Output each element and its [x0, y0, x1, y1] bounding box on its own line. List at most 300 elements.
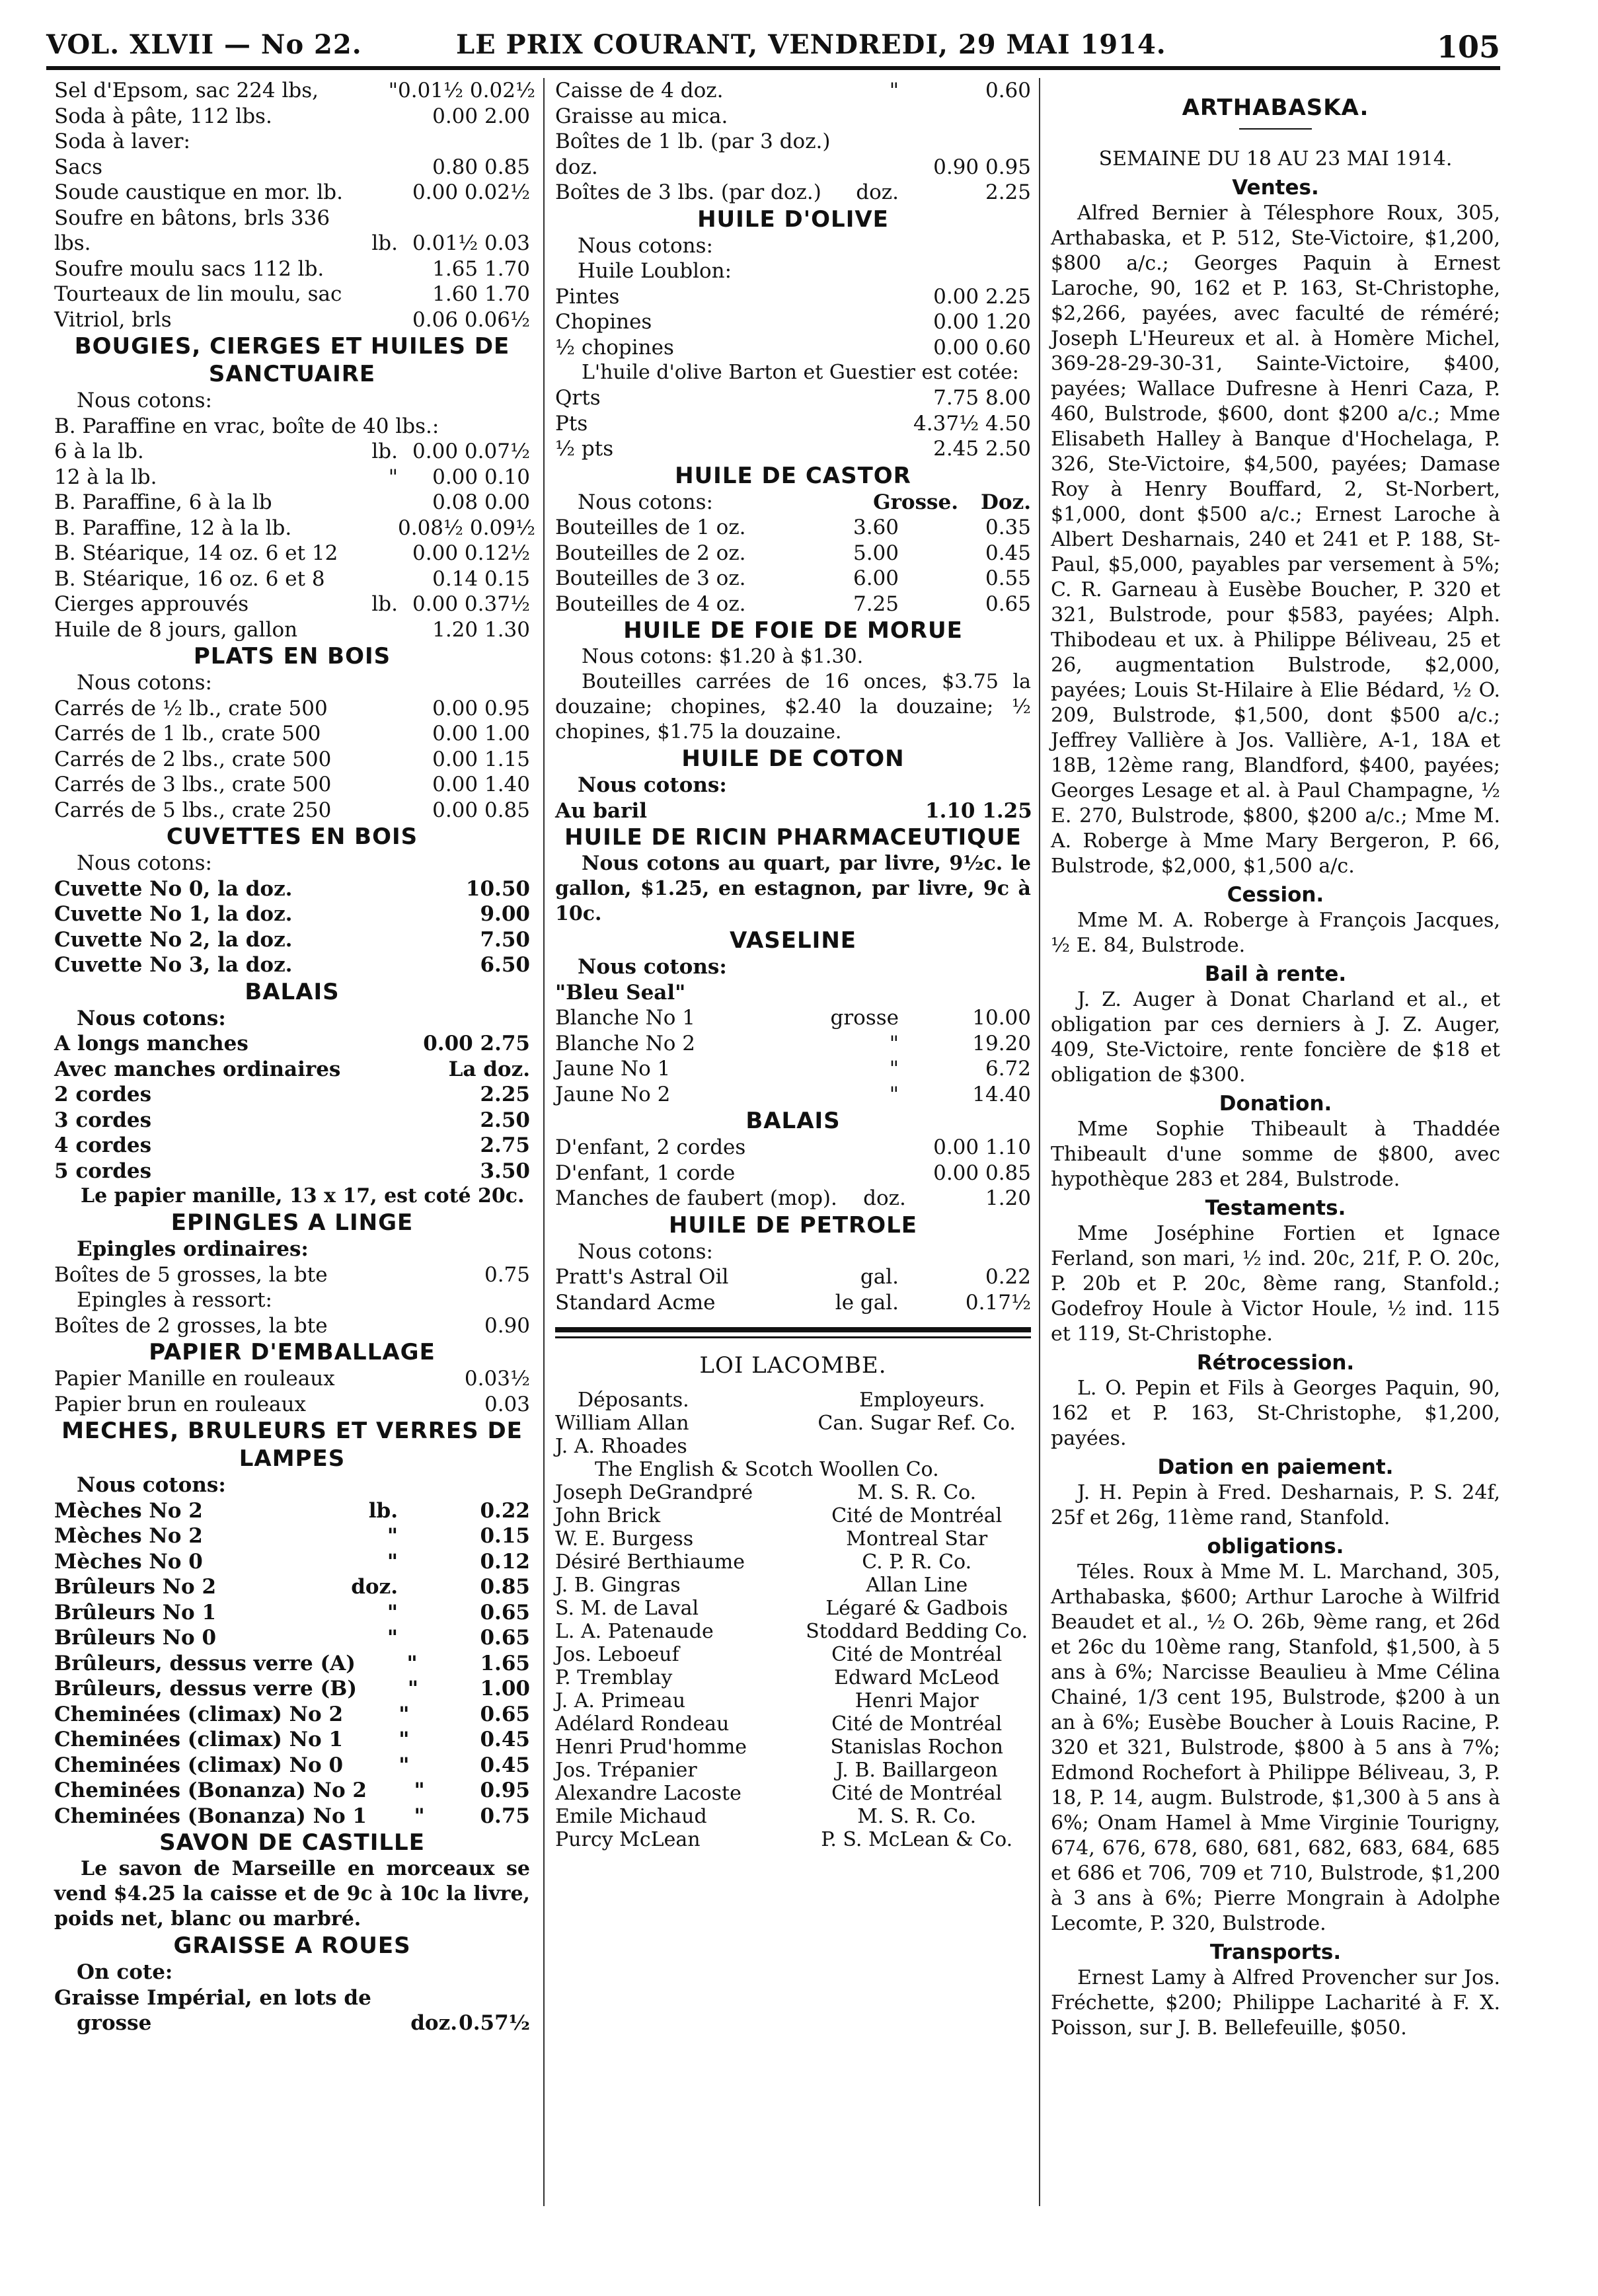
- item-label: Cheminées (climax) No 0: [54, 1753, 344, 1777]
- price-line: [54, 1082, 530, 1108]
- paragraph: Ernest Lamy à Alfred Provencher sur Jos. Fréchette, $200; Philippe Lacharité à F. X. Poisson, sur J. B. Bellefeuille, $050.: [1051, 1966, 1500, 2040]
- item-price: 0.00 1.40: [432, 773, 530, 796]
- table-header: Nous cotons: Grosse. Doz.: [578, 490, 1031, 514]
- item-unit: ": [889, 1031, 899, 1055]
- section-heading: HUILE D'OLIVE: [697, 206, 889, 233]
- item-price: 0.90 0.95: [933, 155, 1031, 179]
- price-line: [54, 798, 530, 823]
- item-label: Cheminées (climax) No 2: [54, 1702, 344, 1726]
- price-line: [54, 952, 530, 978]
- item-label: ½ chopines: [555, 335, 674, 360]
- price-line: [54, 231, 530, 256]
- price-line: [555, 385, 1031, 411]
- item-price: 0.00 0.10: [432, 465, 530, 489]
- item-price: 0.08½ 0.09½: [398, 516, 535, 540]
- paragraph: L'huile d'olive Barton et Guestier est cotée:: [582, 361, 1019, 384]
- paragraph: J. H. Pepin à Fred. Desharnais, P. S. 24f, 25f et 26g, 11ème rand, Stanfold.: [1051, 1481, 1500, 1529]
- depositor-name: Purcy McLean: [555, 1828, 701, 1851]
- volume-label: VOL. XLVII — No 22.: [46, 29, 362, 60]
- price-line: [555, 1290, 1031, 1316]
- item-unit: doz.: [856, 180, 899, 204]
- item-unit: lb.: [371, 592, 398, 616]
- intro-line: Nous cotons:: [77, 851, 212, 875]
- subsection-heading: Donation.: [1219, 1092, 1332, 1116]
- section-heading: BOUGIES, CIERGES ET HUILES DE SANCTUAIRE: [74, 333, 510, 387]
- item-label: B. Paraffine, 12 à la lb.: [54, 516, 292, 540]
- employer-name: Allan Line: [866, 1574, 968, 1597]
- item-unit: lb.: [371, 440, 398, 463]
- subsection-heading: Testaments.: [1205, 1196, 1346, 1220]
- subsection-heading: Rétrocession.: [1196, 1351, 1355, 1375]
- table-row: [555, 1574, 1031, 1597]
- section-heading: HUILE DE PETROLE: [668, 1211, 918, 1239]
- intro-line: Nous cotons:: [578, 773, 727, 797]
- item-unit: ": [387, 1549, 398, 1574]
- item-price: 0.75: [480, 1804, 530, 1828]
- price-line: [54, 414, 530, 440]
- publication-title: LE PRIX COURANT, VENDREDI, 29 MAI 1914.: [456, 29, 1166, 60]
- table-row: [555, 1782, 1031, 1805]
- table-row: [555, 1759, 1031, 1782]
- item-label: Cuvette No 3, la doz.: [54, 953, 293, 977]
- table-row: [555, 1458, 1031, 1481]
- price-line: [54, 592, 530, 617]
- item-price: 0.22: [480, 1498, 530, 1523]
- item-label: Soude caustique en mor. lb.: [54, 180, 343, 204]
- item-price: 1.65 1.70: [432, 256, 530, 281]
- item-unit: ": [407, 1677, 418, 1701]
- item-price: La doz.: [448, 1057, 530, 1081]
- item-price: 1.20 1.30: [432, 617, 530, 642]
- item-price: 0.00 2.75: [423, 1032, 530, 1055]
- price-line: [555, 335, 1031, 361]
- price-line: Graisse Impérial, en lots de: [54, 1985, 371, 2010]
- employer-name: Légaré & Gadbois: [825, 1597, 1008, 1620]
- item-price: 0.00 0.85: [933, 1161, 1031, 1185]
- item-price: 0.00 1.00: [432, 722, 530, 746]
- item-label: Bouteilles de 2 oz.: [555, 541, 746, 565]
- paragraph: Alfred Bernier à Télesphore Roux, 305, Arthabaska, et P. 512, Ste-Victoire, $1,200, $800 a/c.; Georges Paquin à Ernest Laroche, 90, 162 et P. 163, St-Christophe, $2,266, payées, avec faculté de réméré; Joseph L'Heureux et al. à Homère Michel, 369-28-29-30-31, Sainte-Victoire, $400, payées; Wallace Dufresne à Henri Caza, P. 460, Bulstrode, $600, dont $200 a/c.; Mme Elisabeth Halley à Banque d'Hochelaga, P. 326, Ste-Victoire, $4,500, payées; Damase Roy à Henry Bouffard, 2, St-Norbert, $1,000, dont $500 a/c.; Ernest Laroche à Albert Desharnais, 240 et 241 et P. 188, St-Paul, $5,000, payables par versement à 5%; C. R. Garneau à Eusèbe Boucher, P. 320 et 321, Bulstrode, pour $583, payées; Alph. Thibodeau et ux. à Philippe Béliveau, 25 et 26, augmentation Bulstrode, $2,000, payées; Louis St-Hilaire à Elie Bédard, ½ O. 209, Bulstrode, $1,500, dont $500 a/c.; Jeffrey Vallière à Jos. Vallière, A-1, 18A et 18B, 12ème rang, Blandford, $400, payées; Georges Lesage et al. à Paul Champagne, ½ E. 270, Bulstrode, $800, $200 a/c.; Mme M. A. Roberge à Mme Mary Bergeron, P. 66, Bulstrode, $2,000, $1,500 a/c.: [1051, 202, 1500, 878]
- price-line: [555, 309, 1031, 335]
- price-line: [54, 1651, 530, 1677]
- item-unit: ": [387, 1626, 398, 1650]
- price-list: [555, 385, 1031, 462]
- item-price: 0.06 0.06½: [412, 307, 530, 332]
- item-unit: ": [406, 1651, 418, 1675]
- page-number: 105: [1436, 29, 1500, 65]
- item-label: Pintes: [555, 284, 620, 309]
- item-price: 0.03: [484, 1392, 530, 1416]
- item-price: 0.15: [480, 1524, 530, 1548]
- item-price: 0.65: [985, 592, 1031, 616]
- price-line: Boîtes de 2 grosses, la bte 0.90: [54, 1313, 530, 1338]
- intro-line: Nous cotons:: [578, 233, 713, 258]
- price-line: [54, 490, 530, 516]
- item-label: doz.: [555, 155, 598, 179]
- item-unit: ": [388, 465, 398, 489]
- depositor-name: L. A. Patenaude: [555, 1620, 714, 1643]
- table-row: [555, 1828, 1031, 1851]
- table-header: Déposants. Employeurs.: [578, 1389, 985, 1412]
- price-line: [54, 1031, 530, 1057]
- table-row: [555, 1550, 1031, 1574]
- depositor-name: P. Tremblay: [555, 1666, 673, 1689]
- item-price: 0.80 0.85: [432, 155, 530, 179]
- depositor-name: J. A. Rhoades: [555, 1435, 687, 1458]
- price-line: [54, 1804, 530, 1829]
- item-label: Bouteilles de 1 oz.: [555, 516, 746, 539]
- price-line: [54, 1549, 530, 1575]
- item-label: Qrts: [555, 386, 601, 410]
- employer-name: M. S. R. Co.: [857, 1481, 977, 1504]
- item-label: Papier Manille en rouleaux: [54, 1367, 335, 1391]
- price-line: [54, 1753, 530, 1779]
- employer-name: Edward McLeod: [834, 1666, 1000, 1689]
- item-price: 4.37½ 4.50: [913, 411, 1031, 436]
- price-line: [555, 78, 1031, 104]
- item-label: Papier brun en rouleaux: [54, 1392, 306, 1416]
- paragraph: Nous cotons: $1.20 à $1.30.: [582, 645, 864, 668]
- item-unit: 7.25: [853, 592, 899, 616]
- item-unit: ": [399, 1702, 410, 1726]
- employer-name: Cité de Montréal: [831, 1504, 1003, 1527]
- table-row: [555, 1597, 1031, 1620]
- paragraph: Le savon de Marseille en morceaux se vend $4.25 la caisse et de 9c à 10c la livre, poids net, blanc ou marbré.: [54, 1857, 530, 1931]
- item-label: Mèches No 2: [54, 1498, 203, 1523]
- loi-table: [555, 1412, 1031, 1851]
- paragraph: Nous cotons au quart, par livre, 9½c. le gallon, $1.25, en estagnon, par livre, 9c à 10c.: [555, 852, 1031, 925]
- subsection-heading: Transports.: [1209, 1940, 1342, 1964]
- item-label: Boîtes de 3 lbs. (par doz.): [555, 180, 821, 204]
- item-label: Cuvette No 2, la doz.: [54, 927, 293, 952]
- price-line: [54, 721, 530, 747]
- price-line: [54, 78, 535, 104]
- item-price: 0.00 0.02½: [412, 180, 530, 204]
- item-unit: ": [387, 1600, 398, 1625]
- item-label: Cierges approuvés: [54, 592, 249, 616]
- heading-rule: [1239, 128, 1312, 130]
- item-unit: 3.60: [853, 516, 899, 539]
- price-list: [54, 1031, 530, 1184]
- price-list: [54, 876, 530, 978]
- item-price: 0.00 0.95: [432, 696, 530, 720]
- depositor-name: William Allan: [555, 1412, 689, 1435]
- item-label: Pts: [555, 411, 588, 436]
- depositor-name: Joseph DeGrandpré: [555, 1481, 753, 1504]
- price-line: [54, 927, 530, 953]
- item-label: D'enfant, 1 corde: [555, 1161, 736, 1185]
- price-line: [555, 155, 1031, 180]
- employer-name: Cité de Montréal: [831, 1712, 1003, 1736]
- column-divider: [1039, 78, 1040, 2206]
- section-heading: ARTHABASKA.: [1182, 95, 1369, 121]
- price-line: [555, 129, 1031, 155]
- item-label: Huile de 8 jours, gallon: [54, 617, 298, 642]
- price-list: [54, 1366, 530, 1417]
- price-line: [54, 1600, 530, 1626]
- depositor-name: The English & Scotch Woollen Co.: [595, 1458, 939, 1481]
- item-price: 0.01½ 0.03: [412, 231, 530, 255]
- price-line: [54, 1676, 530, 1702]
- item-price: 6.50: [480, 953, 530, 977]
- item-label: B. Paraffine, 6 à la lb: [54, 490, 272, 514]
- price-list: [54, 696, 530, 823]
- item-unit: ": [414, 1779, 425, 1802]
- item-label: Vitriol, brls: [54, 307, 172, 332]
- item-label: Brûleurs, dessus verre (B): [54, 1677, 358, 1701]
- item-label: B. Paraffine en vrac, boîte de 40 lbs.:: [54, 414, 439, 438]
- item-price: 1.20: [985, 1186, 1031, 1210]
- depositor-name: Jos. Leboeuf: [555, 1643, 679, 1666]
- section-heading: PAPIER D'EMBALLAGE: [149, 1339, 436, 1365]
- item-unit: doz.: [863, 1186, 906, 1210]
- item-price: 0.65: [480, 1702, 530, 1726]
- section-heading: MECHES, BRULEURS ET VERRES DE LAMPES: [61, 1418, 523, 1472]
- price-list: [555, 1264, 1031, 1315]
- paragraph: J. Z. Auger à Donat Charland et al., et obligation par ces derniers à J. Z. Auger, 409, Ste-Victoire, rente foncière de $18 et obligation de $300.: [1051, 988, 1500, 1087]
- item-label: Carrés de 5 lbs., crate 250: [54, 798, 332, 822]
- employer-name: P. S. McLean & Co.: [821, 1828, 1013, 1851]
- price-line: [54, 617, 530, 643]
- item-price: 6.72: [985, 1057, 1031, 1081]
- item-label: Avec manches ordinaires: [54, 1057, 341, 1081]
- table-row: [555, 1805, 1031, 1828]
- item-label: Jaune No 2: [555, 1082, 671, 1106]
- section-heading: BALAIS: [245, 978, 340, 1005]
- item-price: 0.00 1.10: [933, 1135, 1031, 1159]
- item-price: 0.45: [985, 541, 1031, 565]
- column-2: [555, 78, 1031, 1851]
- item-label: Carrés de 2 lbs., crate 500: [54, 747, 332, 771]
- item-label: Sel d'Epsom, sac 224 lbs,: [54, 79, 319, 102]
- table-row: [555, 1666, 1031, 1689]
- intro-line: Nous cotons:: [578, 955, 727, 979]
- price-line: [555, 284, 1031, 310]
- item-label: Cuvette No 0, la doz.: [54, 876, 293, 901]
- item-label: 3 cordes: [54, 1108, 152, 1132]
- intro-line: Nous cotons:: [77, 1473, 226, 1497]
- price-line: [54, 566, 530, 592]
- intro-line: Nous cotons:: [77, 389, 212, 412]
- item-label: Brûleurs No 2: [54, 1575, 217, 1599]
- price-line: [555, 592, 1031, 617]
- week-line: SEMAINE DU 18 AU 23 MAI 1914.: [1098, 147, 1453, 171]
- depositor-name: Emile Michaud: [555, 1805, 707, 1828]
- item-unit: gal.: [860, 1265, 899, 1289]
- item-unit: grosse: [830, 1006, 899, 1030]
- price-line: [54, 1498, 530, 1524]
- price-line: [555, 566, 1031, 592]
- item-label: D'enfant, 2 cordes: [555, 1135, 746, 1159]
- section-heading: PLATS EN BOIS: [193, 643, 391, 670]
- price-list: [555, 1135, 1031, 1211]
- section-heading: CUVETTES EN BOIS: [166, 823, 418, 850]
- depositor-name: Adélard Rondeau: [555, 1712, 730, 1736]
- item-label: Tourteaux de lin moulu, sac: [54, 282, 342, 306]
- depositor-name: Désiré Berthiaume: [555, 1550, 745, 1574]
- price-line: [54, 1392, 530, 1418]
- item-unit: ": [889, 1082, 899, 1106]
- price-line: [54, 876, 530, 902]
- price-line: [54, 1159, 530, 1184]
- item-label: Jaune No 1: [555, 1057, 671, 1081]
- price-line: [54, 516, 535, 541]
- price-line: [54, 1366, 530, 1392]
- item-label: Graisse au mica.: [555, 104, 728, 128]
- item-label: Caisse de 4 doz.: [555, 79, 724, 102]
- item-price: 0.00 0.37½: [412, 592, 530, 616]
- price-line: [54, 747, 530, 773]
- employer-name: C. P. R. Co.: [862, 1550, 972, 1574]
- price-line: [54, 1057, 530, 1083]
- section-heading: HUILE DE FOIE DE MORUE: [623, 617, 963, 644]
- item-unit: 6.00: [853, 566, 899, 590]
- price-line: [555, 1264, 1031, 1290]
- paragraph: Mme M. A. Roberge à François Jacques, ½ E. 84, Bulstrode.: [1051, 909, 1500, 957]
- item-label: A longs manches: [54, 1032, 248, 1055]
- item-label: Cheminées (climax) No 1: [54, 1728, 344, 1751]
- employer-name: Cité de Montréal: [831, 1782, 1003, 1805]
- price-line: [54, 772, 530, 798]
- intro-line: Epingles à ressort:: [77, 1288, 272, 1312]
- depositor-name: W. E. Burgess: [555, 1527, 694, 1550]
- intro-line: Epingles ordinaires:: [77, 1237, 309, 1261]
- item-price: 0.00 1.15: [432, 747, 530, 771]
- item-price: 0.65: [480, 1626, 530, 1650]
- item-label: 6 à la lb.: [54, 440, 144, 463]
- item-label: Brûleurs, dessus verre (A): [54, 1651, 356, 1675]
- item-unit: ": [388, 79, 398, 102]
- price-list: [555, 1005, 1031, 1107]
- item-unit: doz.: [351, 1575, 398, 1599]
- item-unit: lb.: [371, 231, 398, 255]
- item-price: 0.00 1.20: [933, 310, 1031, 334]
- item-label: Carrés de 1 lb., crate 500: [54, 722, 321, 746]
- intro-line: "Bleu Seal": [555, 980, 686, 1005]
- item-price: 0.00 0.85: [432, 798, 530, 822]
- price-line: [54, 439, 530, 465]
- employer-name: Can. Sugar Ref. Co.: [818, 1412, 1016, 1435]
- item-label: 4 cordes: [54, 1133, 152, 1157]
- item-unit: ": [399, 1728, 410, 1751]
- price-line: [555, 104, 1031, 130]
- price-line: [54, 1108, 530, 1133]
- item-label: Blanche No 1: [555, 1006, 696, 1030]
- intro-line: Nous cotons:: [77, 671, 212, 695]
- section-heading: BALAIS: [745, 1108, 841, 1134]
- item-unit: ": [889, 1057, 899, 1081]
- item-price: 0.00 2.00: [432, 104, 530, 128]
- paragraph: L. O. Pepin et Fils à Georges Paquin, 90, 162 et P. 163, St-Christophe, $1,200, payées.: [1051, 1377, 1500, 1450]
- section-heading: VASELINE: [729, 927, 857, 954]
- price-line: grosse doz. 0.57½: [77, 2011, 530, 2035]
- item-label: Sacs: [54, 155, 102, 179]
- price-list: [555, 78, 1031, 206]
- table-row: [555, 1481, 1031, 1504]
- section-heading: HUILE DE RICIN PHARMACEUTIQUE: [564, 824, 1022, 851]
- item-label: Carrés de ½ lb., crate 500: [54, 696, 328, 720]
- price-line: [54, 1625, 530, 1651]
- depositor-name: Jos. Trépanier: [555, 1759, 697, 1782]
- price-line: [555, 541, 1031, 566]
- price-line: [555, 1005, 1031, 1031]
- price-line: [54, 696, 530, 722]
- subsection-heading: Bail à rente.: [1204, 962, 1347, 986]
- employer-name: Stoddard Bedding Co.: [806, 1620, 1028, 1643]
- item-label: Boîtes de 1 lb. (par 3 doz.): [555, 130, 831, 153]
- column-1: [54, 78, 535, 2036]
- item-price: 0.35: [985, 516, 1031, 539]
- price-line: [54, 1727, 530, 1753]
- employer-name: J. B. Baillargeon: [835, 1759, 998, 1782]
- item-label: Cuvette No 1, la doz.: [54, 902, 293, 926]
- item-price: 0.55: [985, 566, 1031, 590]
- subsection-heading: Dation en paiement.: [1157, 1455, 1394, 1479]
- item-label: Soufre en bâtons, brls 336: [54, 206, 330, 230]
- price-line: [555, 180, 1031, 206]
- item-price: 19.20: [972, 1031, 1031, 1055]
- item-price: 0.01½ 0.02½: [398, 79, 535, 102]
- item-unit: ": [889, 79, 899, 102]
- item-price: 0.60: [985, 79, 1031, 102]
- price-line: [54, 465, 530, 490]
- depositor-name: Alexandre Lacoste: [555, 1782, 742, 1805]
- item-label: Mèches No 2: [54, 1524, 203, 1548]
- item-label: B. Stéarique, 16 oz. 6 et 8: [54, 566, 325, 591]
- item-price: 2.25: [480, 1083, 530, 1106]
- item-price: 0.00 0.07½: [412, 440, 530, 463]
- employer-name: Henri Major: [855, 1689, 979, 1712]
- item-label: Bouteilles de 3 oz.: [555, 566, 746, 590]
- price-line: [555, 436, 1031, 462]
- paragraph: Le papier manille, 13 x 17, est coté 20c.: [81, 1184, 525, 1207]
- item-label: Cheminées (Bonanza) No 1: [54, 1804, 367, 1828]
- item-price: 7.75 8.00: [933, 386, 1031, 410]
- item-price: 1.60 1.70: [432, 282, 530, 306]
- price-line: [54, 1133, 530, 1159]
- item-price: 1.00: [480, 1677, 530, 1701]
- column-divider: [543, 78, 545, 2206]
- item-price: 0.17½: [965, 1290, 1031, 1315]
- employer-name: Montreal Star: [846, 1527, 988, 1550]
- item-label: Soufre moulu sacs 112 lb.: [54, 256, 324, 281]
- item-price: 0.85: [480, 1575, 530, 1599]
- item-label: Bouteilles de 4 oz.: [555, 592, 746, 616]
- price-list: [54, 78, 535, 332]
- item-price: 0.03½: [464, 1367, 530, 1391]
- item-price: 9.00: [480, 902, 530, 926]
- item-price: 2.25: [985, 180, 1031, 204]
- item-label: Manches de faubert (mop).: [555, 1186, 837, 1210]
- item-label: Soda à laver:: [54, 130, 190, 153]
- price-line: [555, 1186, 1031, 1211]
- item-price: 0.00 2.25: [933, 284, 1031, 309]
- paragraph: Mme Sophie Thibeault à Thaddée Thibeault d'une somme de $800, avec hypothèque 283 et 284, Bulstrode.: [1051, 1118, 1500, 1191]
- item-label: 2 cordes: [54, 1083, 152, 1106]
- table-row: [555, 1435, 1031, 1458]
- price-line: [54, 256, 530, 282]
- item-price: 1.65: [480, 1651, 530, 1675]
- item-unit: ": [399, 1753, 410, 1777]
- price-line: [555, 1082, 1031, 1108]
- subsection-heading: Cession.: [1227, 883, 1324, 907]
- price-line: [555, 515, 1031, 541]
- price-line: [54, 1523, 530, 1549]
- price-line: [555, 1056, 1031, 1082]
- table-row: [555, 1736, 1031, 1759]
- section-heading: GRAISSE A ROUES: [173, 1932, 411, 1959]
- price-line: [54, 901, 530, 927]
